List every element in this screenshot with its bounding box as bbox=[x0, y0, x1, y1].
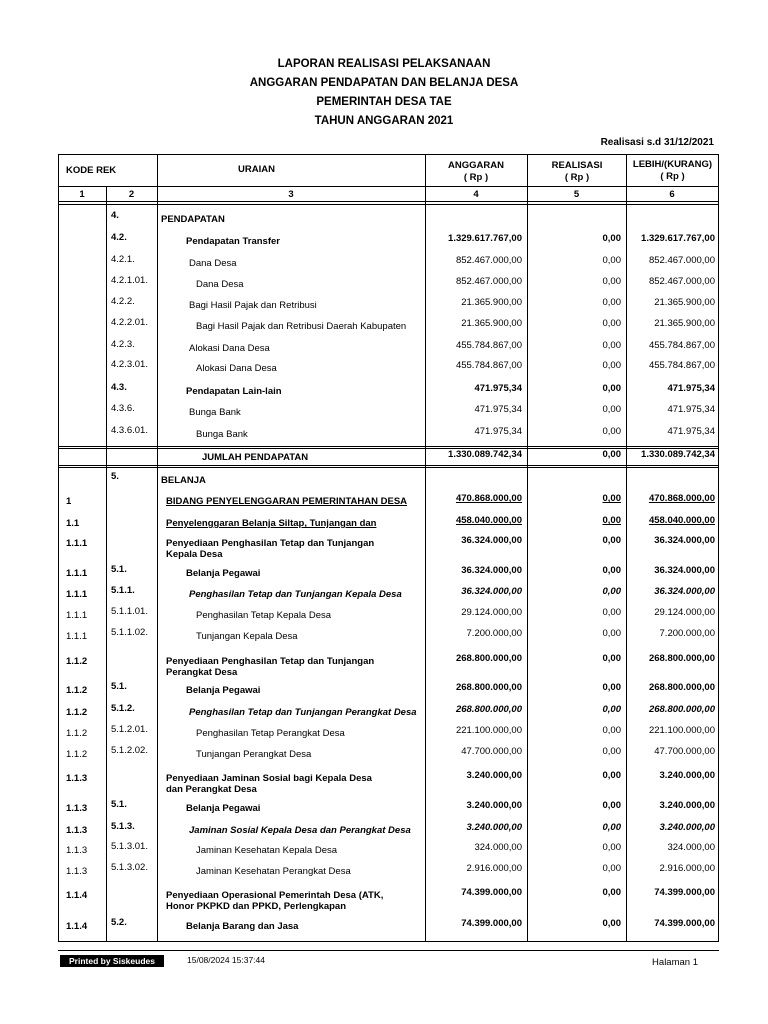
kode-1: 1.1.1 bbox=[66, 631, 88, 642]
lebih-value: 7.200.000,00 bbox=[659, 628, 715, 639]
lebih-value: 3.240.000,00 bbox=[659, 770, 715, 781]
uraian: Alokasi Dana Desa bbox=[189, 343, 270, 354]
lebih-value: 324.000,00 bbox=[667, 842, 715, 853]
kode-2: 5.1.2.02. bbox=[111, 745, 148, 756]
realisasi-value: 0,00 bbox=[602, 426, 621, 437]
realisasi-value: 0,00 bbox=[602, 628, 621, 639]
anggaran-value: 74.399.000,00 bbox=[461, 887, 522, 898]
footer-line bbox=[58, 950, 719, 951]
kode-1: 1.1.2 bbox=[66, 685, 88, 696]
colnum-3: 3 bbox=[288, 189, 294, 200]
anggaran-value: 268.800.000,00 bbox=[455, 682, 522, 693]
uraian: Penyediaan Penghasilan Tetap dan Tunjangan bbox=[166, 656, 375, 667]
realisasi-value: 0,00 bbox=[602, 493, 621, 504]
realisasi-value: 0,00 bbox=[602, 770, 621, 781]
uraian: Dana Desa bbox=[189, 258, 237, 269]
kode-2: 5.1.3. bbox=[111, 821, 135, 832]
lebih-value: 852.467.000,00 bbox=[648, 255, 715, 266]
realisasi-value: 0,00 bbox=[602, 449, 621, 460]
realisasi-value: 0,00 bbox=[602, 404, 621, 415]
anggaran-value: 471.975,34 bbox=[474, 383, 522, 394]
lebih-value: 852.467.000,00 bbox=[648, 276, 715, 287]
uraian: BIDANG PENYELENGGARAN PEMERINTAHAN DESA bbox=[166, 496, 408, 507]
anggaran-value: 852.467.000,00 bbox=[455, 276, 522, 287]
col-border-left bbox=[58, 154, 59, 942]
anggaran-value: 324.000,00 bbox=[474, 842, 522, 853]
uraian: Penyediaan Penghasilan Tetap dan Tunjangan bbox=[166, 538, 375, 549]
anggaran-value: 268.800.000,00 bbox=[455, 704, 522, 715]
header-lebih-unit: ( Rp ) bbox=[660, 171, 685, 182]
anggaran-value: 36.324.000,00 bbox=[461, 535, 522, 546]
kode-1: 1.1.3 bbox=[66, 773, 88, 784]
report-title-line-3: PEMERINTAH DESA TAE bbox=[316, 96, 452, 108]
kode-1: 1.1.3 bbox=[66, 803, 88, 814]
report-title-line-1: LAPORAN REALISASI PELAKSANAAN bbox=[277, 58, 491, 70]
kode-2: 4.2.3.01. bbox=[111, 359, 148, 370]
header-kode-rek: KODE REK bbox=[66, 165, 117, 176]
kode-2: 4.3.6. bbox=[111, 403, 135, 414]
anggaran-value: 458.040.000,00 bbox=[455, 515, 522, 526]
anggaran-value: 36.324.000,00 bbox=[461, 565, 522, 576]
realisasi-value: 0,00 bbox=[602, 607, 621, 618]
lebih-value: 1.329.617.767,00 bbox=[641, 233, 715, 244]
uraian: Penghasilan Tetap dan Tunjangan Perangkat Desa bbox=[189, 707, 417, 718]
lebih-value: 3.240.000,00 bbox=[659, 822, 715, 833]
realisasi-value: 0,00 bbox=[602, 340, 621, 351]
anggaran-value: 3.240.000,00 bbox=[466, 770, 522, 781]
uraian: PENDAPATAN bbox=[161, 214, 225, 225]
uraian-line-2: Kepala Desa bbox=[166, 549, 223, 560]
anggaran-value: 455.784.867,00 bbox=[455, 340, 522, 351]
lebih-value: 21.365.900,00 bbox=[654, 318, 715, 329]
lebih-value: 221.100.000,00 bbox=[648, 725, 715, 736]
realisasi-value: 0,00 bbox=[602, 586, 621, 597]
realisasi-value: 0,00 bbox=[602, 887, 621, 898]
uraian: BELANJA bbox=[161, 475, 206, 486]
col-border-right bbox=[718, 154, 719, 942]
lebih-value: 74.399.000,00 bbox=[654, 918, 715, 929]
kode-2: 4.2.2.01. bbox=[111, 317, 148, 328]
realisasi-value: 0,00 bbox=[602, 842, 621, 853]
kode-2: 4.2. bbox=[111, 232, 127, 243]
anggaran-value: 2.916.000,00 bbox=[466, 863, 522, 874]
print-timestamp: 15/08/2024 15:37:44 bbox=[187, 955, 265, 965]
realisasi-value: 0,00 bbox=[602, 535, 621, 546]
kode-2: 5.1.3.01. bbox=[111, 841, 148, 852]
realisasi-value: 0,00 bbox=[602, 653, 621, 664]
uraian: Bagi Hasil Pajak dan Retribusi Daerah Kabupaten bbox=[196, 321, 407, 332]
uraian: Belanja Barang dan Jasa bbox=[186, 921, 299, 932]
anggaran-value: 852.467.000,00 bbox=[455, 255, 522, 266]
uraian: Pendapatan Lain-lain bbox=[186, 386, 282, 397]
realisasi-date: Realisasi s.d 31/12/2021 bbox=[600, 137, 714, 148]
col-border-kode bbox=[106, 186, 107, 942]
realisasi-value: 0,00 bbox=[602, 383, 621, 394]
kode-2: 5.1. bbox=[111, 681, 127, 692]
kode-1: 1.1.3 bbox=[66, 845, 88, 856]
lebih-value: 36.324.000,00 bbox=[654, 535, 715, 546]
uraian-line-2: Perangkat Desa bbox=[166, 667, 238, 678]
kode-1: 1.1.1 bbox=[66, 610, 88, 621]
lebih-value: 268.800.000,00 bbox=[648, 704, 715, 715]
lebih-value: 21.365.900,00 bbox=[654, 297, 715, 308]
anggaran-value: 268.800.000,00 bbox=[455, 653, 522, 664]
kode-2: 5.1.2.01. bbox=[111, 724, 148, 735]
kode-1: 1.1.2 bbox=[66, 656, 88, 667]
kode-2: 4.3.6.01. bbox=[111, 425, 148, 436]
uraian-line-2: dan Perangkat Desa bbox=[166, 784, 257, 795]
realisasi-value: 0,00 bbox=[602, 682, 621, 693]
kode-2: 5.1.2. bbox=[111, 703, 135, 714]
realisasi-value: 0,00 bbox=[602, 918, 621, 929]
uraian: Jaminan Kesehatan Perangkat Desa bbox=[196, 866, 351, 877]
kode-2: 5.1. bbox=[111, 564, 127, 575]
kode-2: 4. bbox=[111, 210, 119, 221]
uraian: Dana Desa bbox=[196, 279, 244, 290]
lebih-value: 268.800.000,00 bbox=[648, 653, 715, 664]
kode-2: 5.1.1.02. bbox=[111, 627, 148, 638]
uraian: Belanja Pegawai bbox=[186, 568, 261, 579]
uraian: Tunjangan Kepala Desa bbox=[196, 631, 298, 642]
header-anggaran: ANGGARAN bbox=[448, 160, 504, 171]
colnum-6: 6 bbox=[669, 189, 675, 200]
lebih-value: 47.700.000,00 bbox=[654, 746, 715, 757]
uraian: Tunjangan Perangkat Desa bbox=[196, 749, 312, 760]
kode-2: 5.1.1. bbox=[111, 585, 135, 596]
lebih-value: 455.784.867,00 bbox=[648, 340, 715, 351]
header-realisasi: REALISASI bbox=[551, 160, 603, 171]
uraian: JUMLAH PENDAPATAN bbox=[202, 452, 309, 463]
lebih-value: 471.975,34 bbox=[667, 426, 715, 437]
uraian: Belanja Pegawai bbox=[186, 685, 261, 696]
realisasi-value: 0,00 bbox=[602, 515, 621, 526]
kode-2: 5.1.1.01. bbox=[111, 606, 148, 617]
report-title-line-4: TAHUN ANGGARAN 2021 bbox=[314, 115, 454, 127]
anggaran-value: 3.240.000,00 bbox=[466, 800, 522, 811]
realisasi-value: 0,00 bbox=[602, 565, 621, 576]
realisasi-value: 0,00 bbox=[602, 318, 621, 329]
kode-2: 4.2.1.01. bbox=[111, 275, 148, 286]
lebih-value: 458.040.000,00 bbox=[648, 515, 715, 526]
kode-1: 1.1.3 bbox=[66, 866, 88, 877]
header-anggaran-unit: ( Rp ) bbox=[463, 172, 489, 183]
kode-1: 1.1.4 bbox=[66, 921, 88, 932]
lebih-value: 2.916.000,00 bbox=[659, 863, 715, 874]
uraian: Penyediaan Operasional Pemerintah Desa (ATK, bbox=[166, 890, 384, 901]
uraian: Bagi Hasil Pajak dan Retribusi bbox=[189, 300, 317, 311]
anggaran-value: 74.399.000,00 bbox=[461, 918, 522, 929]
uraian: Pendapatan Transfer bbox=[186, 236, 280, 247]
colnum-1: 1 bbox=[79, 189, 85, 200]
anggaran-value: 36.324.000,00 bbox=[461, 586, 522, 597]
uraian: Jaminan Sosial Kepala Desa dan Perangkat Desa bbox=[189, 825, 411, 836]
uraian-line-2: Honor PKPKD dan PPKD, Perlengkapan bbox=[166, 901, 347, 912]
anggaran-value: 7.200.000,00 bbox=[466, 628, 522, 639]
printed-by-badge: Printed by Siskeudes bbox=[60, 955, 164, 967]
header-realisasi-unit: ( Rp ) bbox=[564, 172, 590, 183]
anggaran-value: 1.329.617.767,00 bbox=[448, 233, 522, 244]
kode-1: 1.1.2 bbox=[66, 749, 88, 760]
col-border-uraian bbox=[157, 154, 158, 942]
kode-1: 1.1 bbox=[66, 518, 80, 529]
realisasi-value: 0,00 bbox=[602, 746, 621, 757]
anggaran-value: 21.365.900,00 bbox=[461, 297, 522, 308]
kode-2: 4.2.2. bbox=[111, 296, 135, 307]
realisasi-value: 0,00 bbox=[602, 822, 621, 833]
kode-1: 1.1.2 bbox=[66, 728, 88, 739]
anggaran-value: 471.975,34 bbox=[474, 426, 522, 437]
uraian: Bunga Bank bbox=[189, 407, 241, 418]
lebih-value: 36.324.000,00 bbox=[654, 586, 715, 597]
kode-1: 1 bbox=[66, 496, 72, 507]
kode-2: 5.1. bbox=[111, 799, 127, 810]
realisasi-value: 0,00 bbox=[602, 863, 621, 874]
lebih-value: 29.124.000,00 bbox=[654, 607, 715, 618]
colnum-5: 5 bbox=[573, 189, 580, 200]
lebih-value: 471.975,34 bbox=[667, 383, 715, 394]
uraian: Penyediaan Jaminan Sosial bagi Kepala Desa bbox=[166, 773, 372, 784]
uraian: Belanja Pegawai bbox=[186, 803, 261, 814]
kode-1: 1.1.1 bbox=[66, 568, 88, 579]
kode-2: 4.3. bbox=[111, 382, 127, 393]
header-lebih: LEBIH/(KURANG) bbox=[632, 159, 713, 170]
report-title-line-2: ANGGARAN PENDAPATAN DAN BELANJA DESA bbox=[249, 77, 519, 89]
realisasi-value: 0,00 bbox=[602, 276, 621, 287]
realisasi-value: 0,00 bbox=[602, 360, 621, 371]
uraian: Penghasilan Tetap dan Tunjangan Kepala Desa bbox=[189, 589, 402, 600]
anggaran-value: 1.330.089.742,34 bbox=[448, 449, 522, 460]
realisasi-value: 0,00 bbox=[602, 704, 621, 715]
lebih-value: 455.784.867,00 bbox=[648, 360, 715, 371]
uraian: Penyelenggaran Belanja Siltap, Tunjangan dan bbox=[166, 518, 377, 529]
anggaran-value: 221.100.000,00 bbox=[455, 725, 522, 736]
kode-2: 5.1.3.02. bbox=[111, 862, 148, 873]
anggaran-value: 471.975,34 bbox=[474, 404, 522, 415]
realisasi-value: 0,00 bbox=[602, 800, 621, 811]
realisasi-value: 0,00 bbox=[602, 233, 621, 244]
uraian: Alokasi Dana Desa bbox=[196, 363, 277, 374]
colnum-4: 4 bbox=[473, 189, 479, 200]
kode-2: 4.2.1. bbox=[111, 254, 135, 265]
colnum-2: 2 bbox=[128, 189, 135, 200]
page-number: Halaman 1 bbox=[652, 957, 698, 968]
anggaran-value: 455.784.867,00 bbox=[455, 360, 522, 371]
lebih-value: 74.399.000,00 bbox=[654, 887, 715, 898]
lebih-value: 471.975,34 bbox=[667, 404, 715, 415]
kode-2: 4.2.3. bbox=[111, 339, 135, 350]
col-border-anggaran bbox=[425, 154, 426, 942]
uraian: Penghasilan Tetap Perangkat Desa bbox=[196, 728, 345, 739]
realisasi-value: 0,00 bbox=[602, 725, 621, 736]
uraian: Jaminan Kesehatan Kepala Desa bbox=[196, 845, 338, 856]
lebih-value: 3.240.000,00 bbox=[659, 800, 715, 811]
kode-1: 1.1.3 bbox=[66, 825, 88, 836]
kode-2: 5. bbox=[111, 471, 119, 482]
anggaran-value: 47.700.000,00 bbox=[461, 746, 522, 757]
lebih-value: 1.330.089.742,34 bbox=[641, 449, 715, 460]
anggaran-value: 470.868.000,00 bbox=[455, 493, 522, 504]
lebih-value: 470.868.000,00 bbox=[648, 493, 715, 504]
realisasi-value: 0,00 bbox=[602, 297, 621, 308]
kode-1: 1.1.4 bbox=[66, 890, 88, 901]
anggaran-value: 29.124.000,00 bbox=[461, 607, 522, 618]
realisasi-value: 0,00 bbox=[602, 255, 621, 266]
uraian: Penghasilan Tetap Kepala Desa bbox=[196, 610, 332, 621]
lebih-value: 36.324.000,00 bbox=[654, 565, 715, 576]
kode-2: 5.2. bbox=[111, 917, 127, 928]
lebih-value: 268.800.000,00 bbox=[648, 682, 715, 693]
kode-1: 1.1.1 bbox=[66, 538, 88, 549]
uraian: Bunga Bank bbox=[196, 429, 248, 440]
header-uraian: URAIAN bbox=[238, 164, 275, 175]
anggaran-value: 21.365.900,00 bbox=[461, 318, 522, 329]
kode-1: 1.1.1 bbox=[66, 589, 88, 600]
kode-1: 1.1.2 bbox=[66, 707, 88, 718]
anggaran-value: 3.240.000,00 bbox=[466, 822, 522, 833]
